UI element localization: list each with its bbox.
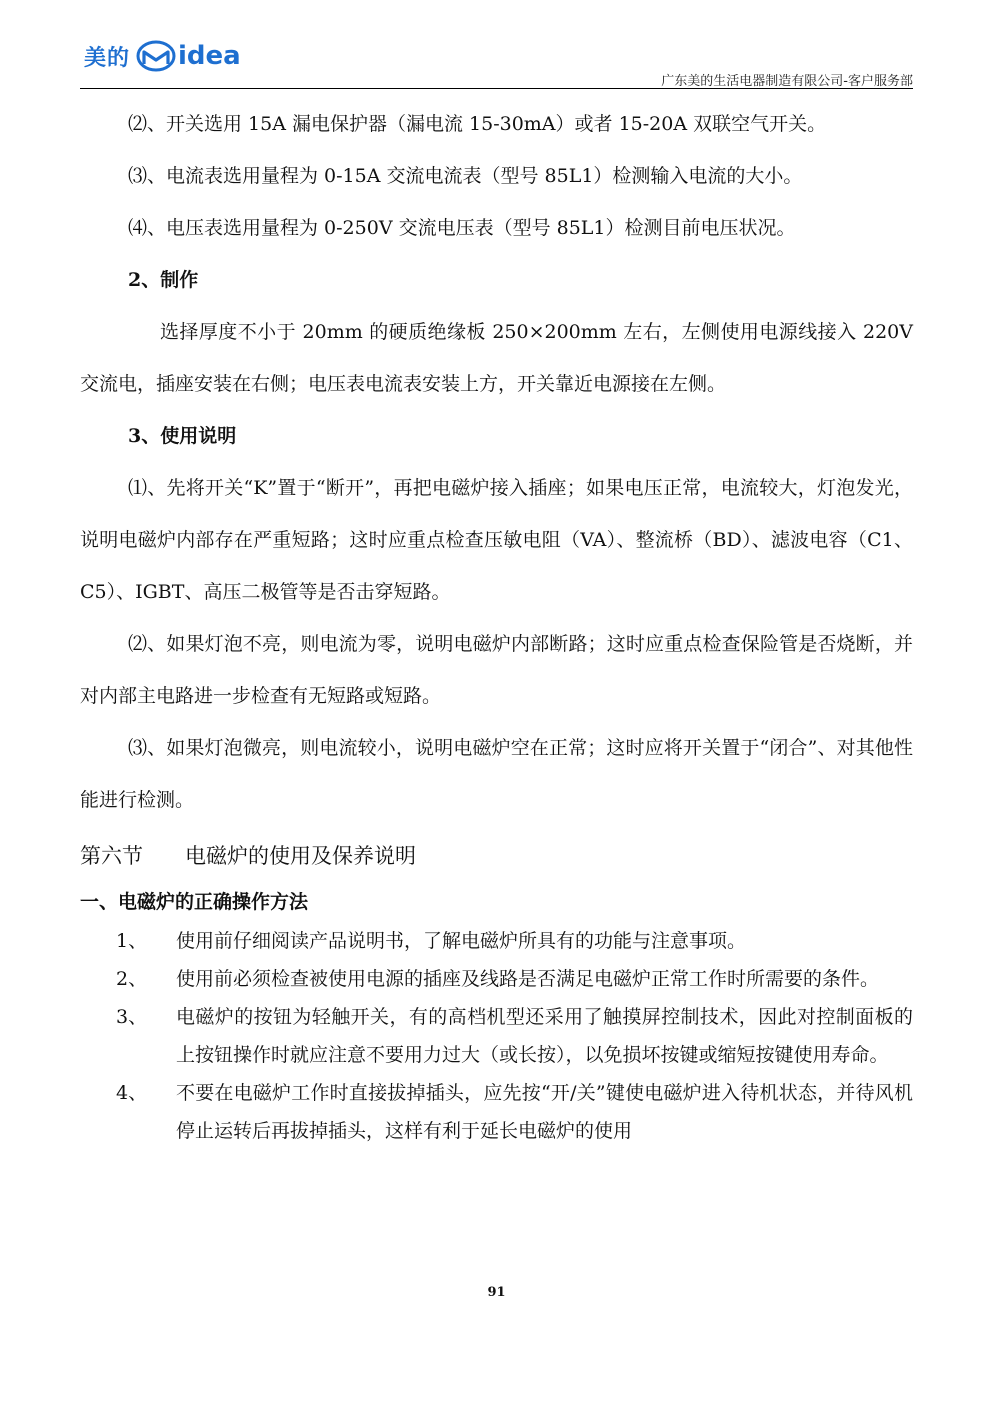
midea-logo-mark-icon [136, 40, 176, 72]
list-item-number: 2、 [116, 968, 148, 990]
paragraph: ⑷、电压表选用量程为 0-250V 交流电压表（型号 85L1）检测目前电压状况。 [128, 217, 796, 239]
list-item-number: 3、 [116, 1006, 148, 1028]
section-heading [80, 830, 913, 882]
header-divider [80, 88, 913, 89]
logo-english-text: idea [178, 41, 241, 71]
section-number: 第六节 [80, 844, 143, 868]
page-body [80, 98, 913, 1150]
section-title: 电磁炉的使用及保养说明 [185, 844, 416, 868]
paragraph: ⑶、电流表选用量程为 0-15A 交流电流表（型号 85L1）检测输入电流的大小。 [128, 165, 803, 187]
subsection-heading: 一、电磁炉的正确操作方法 [80, 891, 309, 913]
midea-logo [84, 40, 241, 72]
list-item-text: 不要在电磁炉工作时直接拔掉插头，应先按“开/关”键使电磁炉进入待机状态，并待风机停止运转后再拔掉插头，这样有利于延长电磁炉的使用 [176, 1082, 913, 1142]
list-item [80, 998, 913, 1074]
list-item [80, 922, 913, 960]
paragraph: ⑵、开关选用 15A 漏电保护器（漏电流 15-30mA）或者 15-20A 双联空气开关。 [128, 113, 827, 135]
list-item-number: 4、 [116, 1082, 148, 1104]
operation-list [80, 922, 913, 1150]
paragraph: 选择厚度不小于 20mm 的硬质绝缘板 250×200mm 左右，左侧使用电源线接入 220V 交流电，插座安装在右侧；电压表电流表安装上方，开关靠近电源接在左侧。 [80, 321, 913, 395]
list-item-text: 使用前必须检查被使用电源的插座及线路是否满足电磁炉正常工作时所需要的条件。 [176, 968, 880, 990]
paragraph: ⑴、先将开关“K”置于“断开”，再把电磁炉接入插座；如果电压正常，电流较大，灯泡发光，说明电磁炉内部存在严重短路；这时应重点检查压敏电阻（VA）、整流桥（BD）、滤波电容（C1、C5）、IGBT、高压二极管等是否击穿短路。 [80, 477, 913, 603]
heading-making: 2、制作 [128, 269, 199, 291]
page-header [80, 34, 913, 89]
list-item [80, 960, 913, 998]
list-item [80, 1074, 913, 1150]
heading-usage: 3、使用说明 [128, 425, 237, 447]
list-item-text: 使用前仔细阅读产品说明书，了解电磁炉所具有的功能与注意事项。 [176, 930, 747, 952]
page-number: 91 [487, 1285, 506, 1300]
list-item-number: 1、 [116, 930, 148, 952]
logo-chinese-text: 美的 [84, 45, 131, 71]
paragraph: ⑶、如果灯泡微亮，则电流较小，说明电磁炉空在正常；这时应将开关置于“闭合”、对其他性能进行检测。 [80, 737, 913, 811]
paragraph: ⑵、如果灯泡不亮，则电流为零，说明电磁炉内部断路；这时应重点检查保险管是否烧断，并对内部主电路进一步检查有无短路或短路。 [80, 633, 913, 707]
list-item-text: 电磁炉的按钮为轻触开关，有的高档机型还采用了触摸屏控制技术，因此对控制面板的上按钮操作时就应注意不要用力过大（或长按），以免损坏按键或缩短按键使用寿命。 [176, 1006, 913, 1066]
company-name: 广东美的生活电器制造有限公司-客户服务部 [661, 74, 913, 89]
